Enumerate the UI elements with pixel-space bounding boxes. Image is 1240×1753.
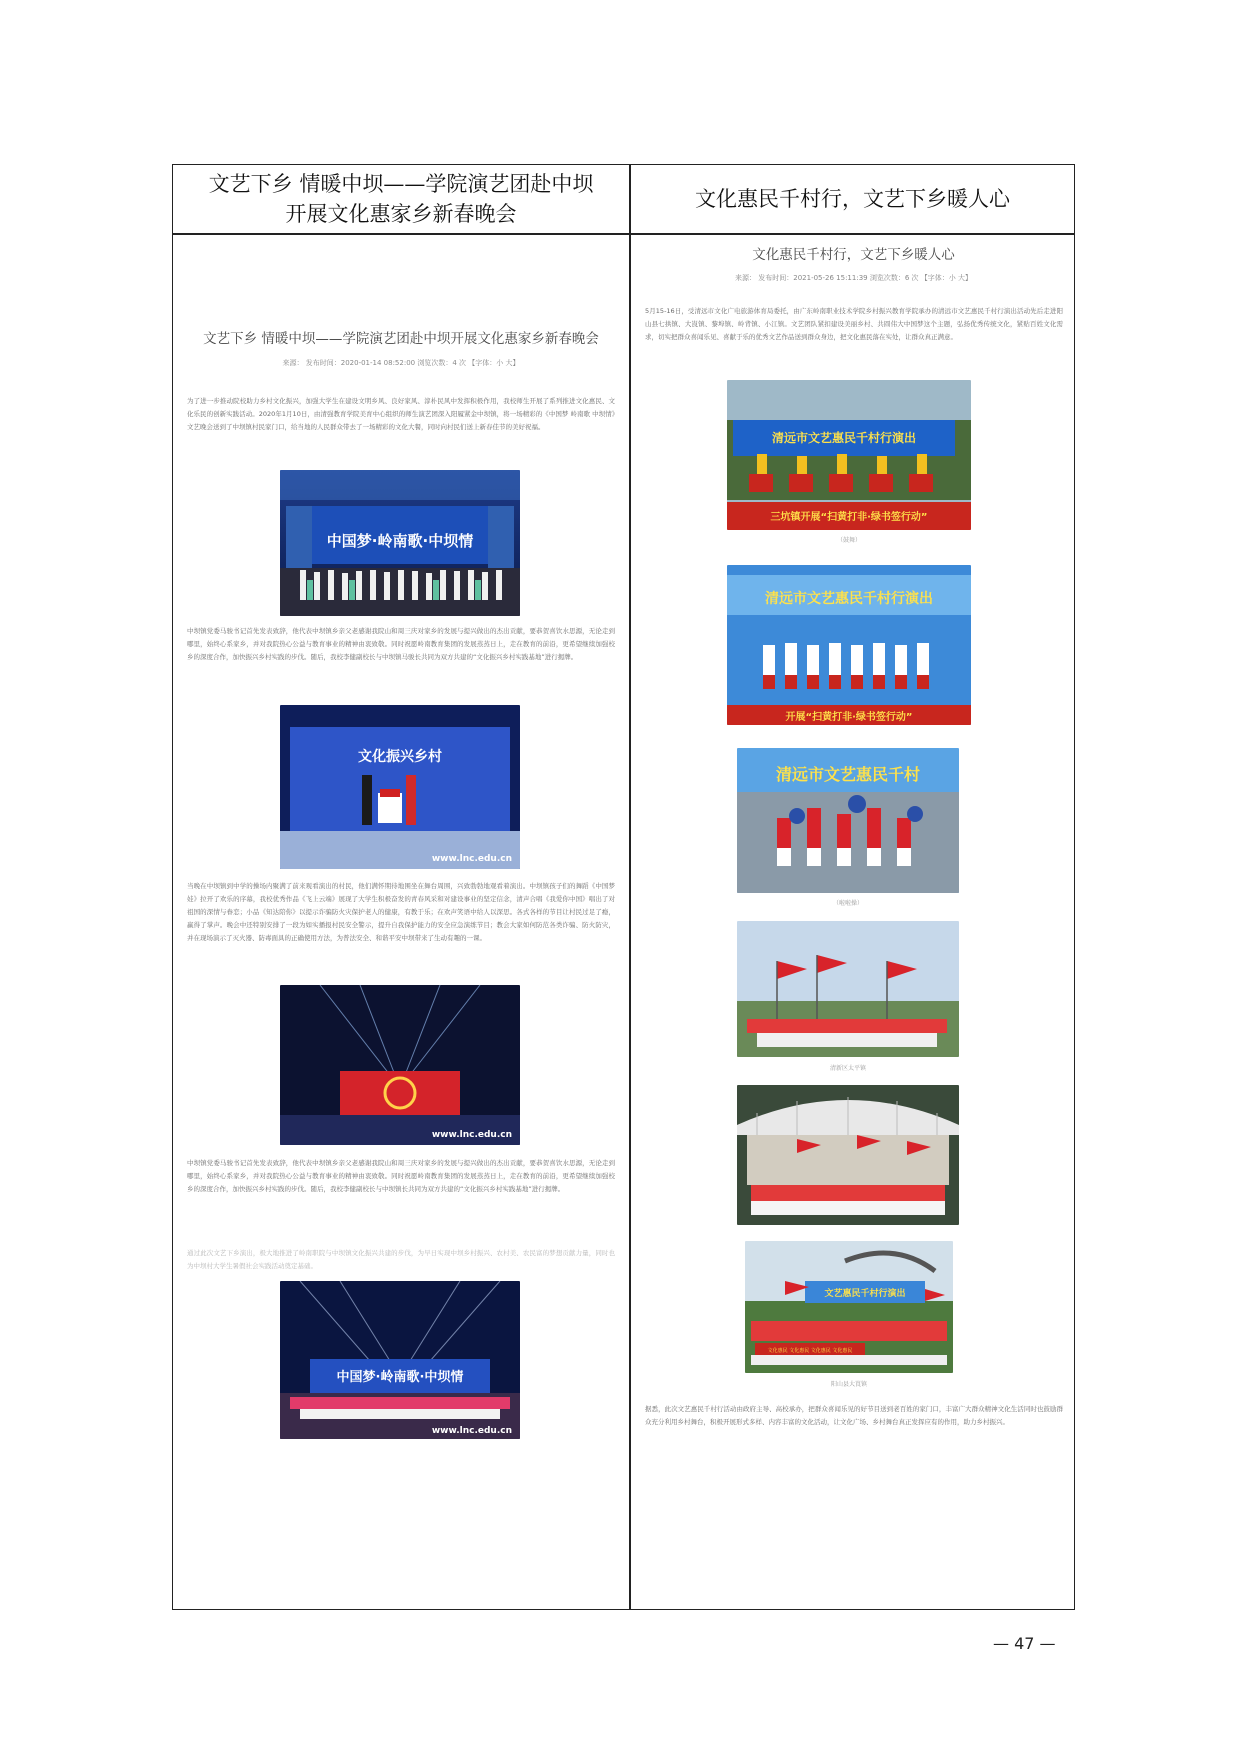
left-header-cell — [173, 165, 629, 233]
flags-group-photo-2 — [745, 1241, 953, 1373]
sub-banner-text-6: 文化惠民 文化惠民 文化惠民 文化惠民 — [767, 1348, 853, 1354]
drum-sub-banner-text: 三坑镇开展“扫黄打非·绿书签行动” — [770, 512, 928, 523]
choir-banner-text: 清远市文艺惠民千村行演出 — [765, 591, 933, 607]
lnc-watermark-2: www.lnc.edu.cn — [431, 1130, 512, 1140]
left-article-meta: 来源： 发布时间：2020-01-14 08:52:00 浏览次数：4 次 【字体：小 大】 — [282, 359, 520, 367]
plaque-ceremony-photo — [280, 705, 520, 869]
left-header-title-line1: 文艺下乡 情暖中坝——学院演艺团赴中坝 — [208, 172, 594, 196]
caption-dalang: 阳山县大崀镇 — [830, 1381, 867, 1388]
left-para-1: 为了进一步推动院校助力乡村文化振兴，加强大学生在建设文明乡风、良好家风、淳朴民风中发挥积极作用，我校师生开展了系列推进文化惠民、文化乐民的创新实践活动。2020年1月10日，由清强教育学院美育中心组织的师生演艺团深入阳履紧金中坝镇，将一场精彩的《中国梦 岭南歌 中坝情》文艺晚会送到了中坝镇村民家门口，给当地的人民群众带去了一场精彩的文化大餐，同时向村民们送上新春佳节的美好祝福。 — [187, 397, 615, 431]
flags-group-photo-1 — [737, 921, 959, 1057]
lnc-watermark-3: www.lnc.edu.cn — [431, 1426, 512, 1436]
drum-banner-text: 清远市文艺惠民千村行演出 — [771, 431, 917, 445]
left-article-screenshot — [183, 235, 619, 1605]
lnc-watermark-1: www.lnc.edu.cn — [431, 854, 512, 864]
choir-performance-photo — [727, 565, 971, 725]
two-column-table — [172, 164, 1075, 1610]
left-para-5: 通过此次文艺下乡演出，极大地推进了岭南职院与中坝镇文化振兴共建的步伐，为早日实现中坝乡村振兴、农村美、农民富的梦想贡献力量，同时也为中坝村大学生暑假社会实践活动奠定基础。 — [187, 1249, 615, 1270]
left-para-2: 中坝镇党委马骏书记首先发表致辞，他代表中坝镇乡亲父老感谢我院山和周三庆对家乡的发展与提兴做出的杰出贡献，要恭贺喜饮水思源，无论走到哪里，始终心系家乡，并对我院热心公益与教育事业的精神由衷致敬。同时祝愿岭南教育集团的发展蒸蒸日上，走在教育的前沿，更希望继续加强校乡的深度合作，加快振兴乡村实践的步伐。随后，我校李健副校长与中坝镇马骏长共同为双方共建的“文化振兴乡村实践基地”进行揭牌。 — [187, 627, 615, 661]
gala-banner-text-2: 中国梦·岭南歌·中坝情 — [336, 1370, 464, 1385]
right-header-cell — [631, 165, 1074, 233]
caption-cheer: （啦啦操） — [832, 900, 863, 907]
caption-drums: （鼓舞） — [836, 537, 861, 544]
right-article-meta: 来源： 发布时间：2021-05-26 15:11:39 浏览次数：6 次 【字体：小 大】 — [735, 274, 972, 282]
drum-performance-photo — [727, 380, 971, 530]
cheerleading-photo — [737, 748, 959, 893]
column-divider — [629, 165, 631, 1609]
left-article-title: 文艺下乡 情暖中坝——学院演艺团赴中坝开展文化惠家乡新春晚会 — [203, 331, 599, 347]
left-para-4: 中坝镇党委马骏书记首先发表致辞，他代表中坝镇乡亲父老感谢我院山和周三庆对家乡的发展与提兴做出的杰出贡献，要恭贺喜饮水思源，无论走到哪里，始终心系家乡，并对我院热心公益与教育事业的精神由衷致敬。同时祝愿岭南教育集团的发展蒸蒸日上，走在教育的前沿，更希望继续加强校乡的深度合作，加快振兴乡村实践的步伐。随后，我校李健副校长与中坝镇长共同为双方共建的“文化振兴乡村实践基地”进行揭牌。 — [187, 1159, 615, 1193]
canopy-stage-group-photo — [737, 1085, 959, 1225]
right-article-title: 文化惠民千村行，文艺下乡暖人心 — [752, 247, 955, 263]
gala-stage-photo-1 — [280, 470, 520, 616]
left-para-3: 当晚在中坝镇到中学的操场内聚满了前来观看演出的村民，他们满怀期待地围坐在舞台周围，兴致勃勃地观看着演出。中坝镇孩子们的舞蹈《中国梦娃》拉开了欢乐的序幕，我校优秀作品《飞上云端》展现了大学生积极奋发的青春风采和对建设事业的坚定信念，清声合唱《我爱你中国》唱出了对祖国的深情与眷恋；小品《知达陪你》以提示诈骗防火灾保护老人的健康，有教于乐；在欢声笑语中给人以深思。各式各样的节目让村民过足了瘾，赢得了掌声。晚会中还特别安排了一段为如实播报村民安全警示，提升自我保护能力的安全应急演练节目；教会大家如何防范各类诈骗、防火防灾，并在现场演示了灭火器、防毒面具的正确使用方法，为普法安全、和谐平安中坝带来了生动有趣的一课。 — [187, 882, 615, 942]
right-header-title: 文化惠民千村行，文艺下乡暖人心 — [695, 187, 1010, 211]
page-number: — 47 — — [993, 1634, 1056, 1653]
right-article-screenshot — [641, 235, 1066, 1605]
right-para-1: 5月15-16日，受清远市文化广电旅游体育局委托，由广东岭南职业技术学院乡村振兴教育学院承办的清远市文艺惠民千村行演出活动先后走进阳山县七拱镇、大崀镇、黎埠镇、岭背镇、小江镇。文艺团队紧扣建设美丽乡村、共圆伟大中国梦这个主题，弘扬优秀传统文化，紧贴百姓文化需求，切实把群众喜闻乐见、喜献于乐的优秀文艺作品送到群众身边，把文化惠民落在实处，让群众真正满意。 — [645, 307, 1063, 341]
caption-taiping: 清新区太平镇 — [829, 1065, 866, 1072]
gala-banner-text-1: 中国梦·岭南歌·中坝情 — [326, 532, 474, 550]
choir-sub-banner-text: 开展“扫黄打非·绿书签行动” — [785, 712, 913, 723]
cheer-banner-text: 清远市文艺惠民千村 — [775, 765, 921, 784]
sign-banner-text: 文艺惠民千村行演出 — [824, 1289, 906, 1299]
plaque-banner-text: 文化振兴乡村 — [358, 749, 442, 765]
left-header-title-line2: 开展文化惠家乡新春晚会 — [285, 202, 517, 226]
right-closing-para: 据悉，此次文艺惠民千村行活动由政府主导、高校承办，把群众喜闻乐见的好节目送到老百姓的家门口，丰富广大群众精神文化生活同时也鼓励群众充分利用乡村舞台，积极开展形式多样、内容丰富的文化活动，让文化广场、乡村舞台真正发挥应有的作用，助力乡村振兴。 — [645, 1405, 1063, 1426]
stage-lights-photo — [280, 985, 520, 1145]
gala-finale-photo — [280, 1281, 520, 1439]
